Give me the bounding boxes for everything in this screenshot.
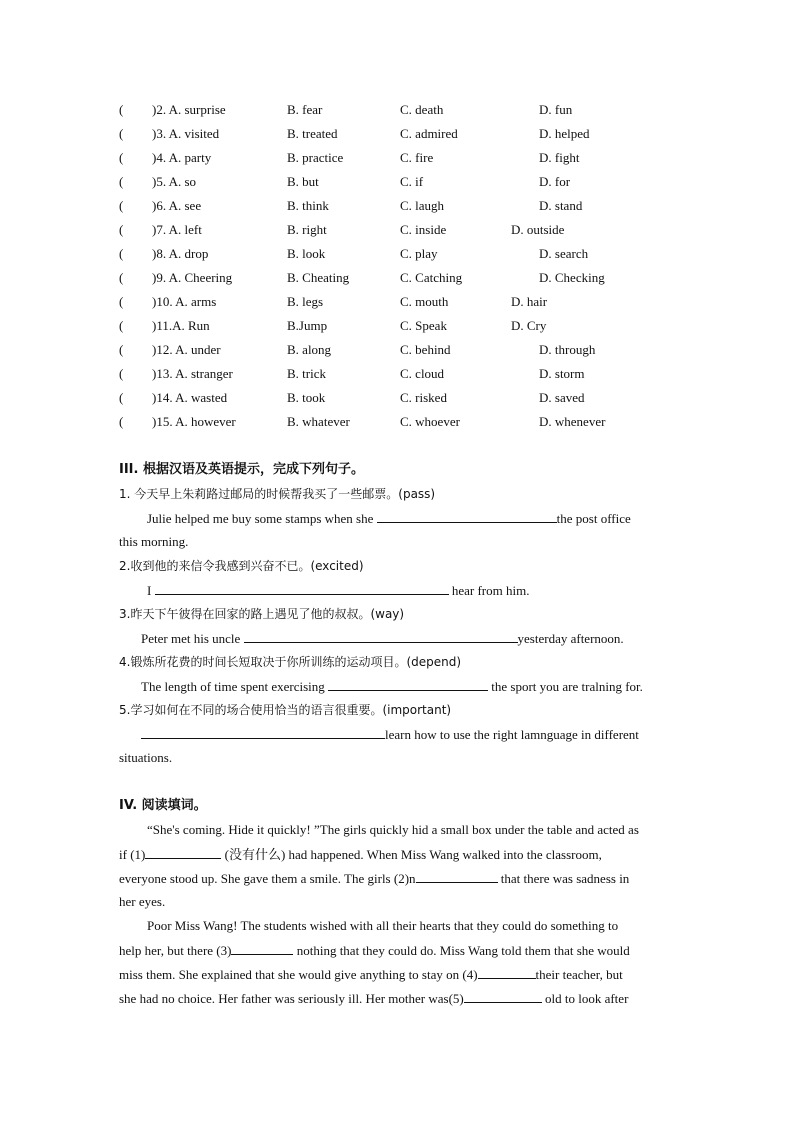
option-c: C. whoever — [400, 414, 460, 429]
question-row — [0, 196, 794, 216]
answer-bracket: ( — [119, 222, 124, 237]
passage-line — [119, 868, 629, 889]
question-row — [0, 268, 794, 288]
english-sentence — [141, 676, 643, 697]
answer-bracket: ( — [119, 414, 124, 429]
option-d: D. whenever — [539, 414, 606, 429]
option-c: C. if — [400, 174, 424, 189]
passage-line — [147, 916, 618, 936]
passage-line — [119, 892, 165, 912]
chinese-prompt: 3.昨天下午彼得在回家的路上遇见了他的叔叔。(way) — [119, 607, 405, 621]
passage-line — [119, 844, 602, 865]
answer-bracket: ( — [119, 126, 124, 141]
option-a: )9. A. Cheering — [152, 270, 233, 285]
question-row — [0, 220, 794, 240]
question-row — [0, 172, 794, 192]
option-c: C. behind — [400, 342, 451, 357]
option-c: C. mouth — [400, 294, 449, 309]
chinese-prompt: 4.锻炼所花费的时间长短取决于你所训练的运动项目。(depend) — [119, 655, 462, 669]
passage-text: help her, but there (3) — [119, 943, 232, 958]
section-heading: IV. 阅读填词。 — [119, 798, 207, 813]
option-d: D. for — [539, 174, 571, 189]
option-b: B. right — [287, 222, 327, 237]
sentence-text: Julie helped me buy some stamps when she — [147, 511, 377, 526]
option-d: D. Checking — [539, 270, 605, 285]
option-c: C. death — [400, 102, 444, 117]
option-d: D. helped — [539, 126, 590, 141]
question-row — [0, 412, 794, 432]
question-row — [0, 148, 794, 168]
sentence-text: the sport you are tralning for. — [488, 679, 643, 694]
passage-text: her eyes. — [119, 894, 166, 909]
question-row — [0, 292, 794, 312]
option-d: D. outside — [511, 222, 565, 237]
option-d: D. hair — [511, 294, 548, 309]
question-row — [0, 316, 794, 336]
question-row — [0, 340, 794, 360]
option-c: C. play — [400, 246, 438, 261]
option-b: B. but — [287, 174, 319, 189]
option-a: )13. A. stranger — [152, 366, 233, 381]
option-c: C. admired — [400, 126, 458, 141]
answer-bracket: ( — [119, 102, 124, 117]
answer-blank — [478, 964, 536, 979]
answer-bracket: ( — [119, 246, 124, 261]
option-a: )4. A. party — [152, 150, 212, 165]
passage-text: nothing that they could do. Miss Wang told them that she would — [293, 943, 630, 958]
sentence-continuation: this morning. — [119, 534, 189, 549]
answer-bracket: ( — [119, 342, 124, 357]
answer-blank — [155, 580, 449, 595]
answer-blank — [464, 988, 542, 1003]
passage-text: “She's coming. Hide it quickly! ”The girls quickly hid a small box under the table and acted as — [147, 822, 639, 837]
answer-blank — [244, 628, 518, 643]
option-b: B. took — [287, 390, 326, 405]
sentence-text: Peter met his uncle — [141, 631, 244, 646]
option-d: D. saved — [539, 390, 585, 405]
sentence-text: learn how to use the right lamnguage in different — [385, 727, 639, 742]
option-a: )14. A. wasted — [152, 390, 228, 405]
option-a: )15. A. however — [152, 414, 236, 429]
sentence-text: the post office — [556, 511, 631, 526]
passage-line — [119, 940, 630, 961]
answer-blank — [145, 844, 221, 859]
option-b: B. fear — [287, 102, 323, 117]
answer-blank — [328, 676, 488, 691]
option-a: )2. A. surprise — [152, 102, 226, 117]
option-b: B. treated — [287, 126, 338, 141]
passage-text: she had no choice. Her father was seriously ill. Her mother was(5) — [119, 991, 464, 1006]
answer-blank — [416, 868, 498, 883]
answer-blank — [377, 508, 557, 523]
answer-bracket: ( — [119, 294, 124, 309]
passage-text: old to look after — [541, 991, 629, 1006]
option-c: C. laugh — [400, 198, 445, 213]
question-row — [0, 364, 794, 384]
chinese-prompt: 5.学习如何在不同的场合使用恰当的语言很重要。(important) — [119, 703, 452, 717]
question-row — [0, 388, 794, 408]
passage-text: if (1) — [119, 847, 146, 862]
answer-blank — [231, 940, 293, 955]
question-row — [0, 244, 794, 264]
option-d: D. storm — [539, 366, 585, 381]
option-c: C. risked — [400, 390, 447, 405]
sentence-text: yesterday afternoon. — [517, 631, 624, 646]
sentence-text: hear from him. — [448, 583, 530, 598]
answer-bracket: ( — [119, 270, 124, 285]
option-c: C. Catching — [400, 270, 463, 285]
option-b: B. legs — [287, 294, 324, 309]
passage-text: everyone stood up. She gave them a smile. The girls (2)n — [119, 871, 416, 886]
option-a: )5. A. so — [152, 174, 197, 189]
sentence-text: I — [147, 583, 155, 598]
passage-text: that there was sadness in — [497, 871, 630, 886]
option-a: )10. A. arms — [152, 294, 217, 309]
option-a: )7. A. left — [152, 222, 202, 237]
option-b: B. Cheating — [287, 270, 350, 285]
english-sentence — [141, 628, 624, 649]
option-c: C. inside — [400, 222, 447, 237]
english-sentence — [147, 508, 631, 529]
option-b: B. whatever — [287, 414, 350, 429]
answer-bracket: ( — [119, 366, 124, 381]
passage-text: (没有什么) had happened. When Miss Wang walked into the classroom, — [221, 847, 602, 862]
option-c: C. fire — [400, 150, 434, 165]
passage-line — [119, 988, 628, 1009]
english-sentence — [147, 580, 529, 601]
sentence-text: The length of time spent exercising — [141, 679, 329, 694]
chinese-prompt: 1. 今天早上朱莉路过邮局的时候帮我买了一些邮票。(pass) — [119, 487, 436, 501]
question-row — [0, 100, 794, 120]
passage-text: their teacher, but — [535, 967, 623, 982]
question-row — [0, 124, 794, 144]
passage-line — [147, 820, 639, 840]
passage-line — [119, 964, 623, 985]
option-d: D. search — [539, 246, 589, 261]
option-c: C. cloud — [400, 366, 445, 381]
section-heading: III. 根据汉语及英语提示，完成下列句子。 — [119, 462, 364, 477]
english-sentence — [141, 724, 639, 745]
option-d: D. fight — [539, 150, 580, 165]
answer-bracket: ( — [119, 150, 124, 165]
option-b: B. look — [287, 246, 326, 261]
passage-text: miss them. She explained that she would give anything to stay on (4) — [119, 967, 478, 982]
option-b: B. trick — [287, 366, 326, 381]
option-a: )6. A. see — [152, 198, 202, 213]
option-b: B.Jump — [287, 318, 328, 333]
answer-bracket: ( — [119, 390, 124, 405]
answer-bracket: ( — [119, 318, 124, 333]
option-d: D. through — [539, 342, 596, 357]
passage-text: Poor Miss Wang! The students wished with all their hearts that they could do something to — [147, 918, 619, 933]
option-a: )11.A. Run — [152, 318, 210, 333]
option-a: )12. A. under — [152, 342, 221, 357]
answer-blank — [141, 724, 385, 739]
option-b: B. practice — [287, 150, 344, 165]
option-a: )8. A. drop — [152, 246, 209, 261]
sentence-continuation: situations. — [119, 750, 173, 765]
answer-bracket: ( — [119, 174, 124, 189]
answer-bracket: ( — [119, 198, 124, 213]
option-b: B. along — [287, 342, 332, 357]
option-c: C. Speak — [400, 318, 447, 333]
chinese-prompt: 2.收到他的来信令我感到兴奋不已。(excited) — [119, 559, 364, 573]
option-d: D. stand — [539, 198, 583, 213]
option-a: )3. A. visited — [152, 126, 220, 141]
option-b: B. think — [287, 198, 329, 213]
option-d: D. fun — [539, 102, 573, 117]
option-d: D. Cry — [511, 318, 547, 333]
